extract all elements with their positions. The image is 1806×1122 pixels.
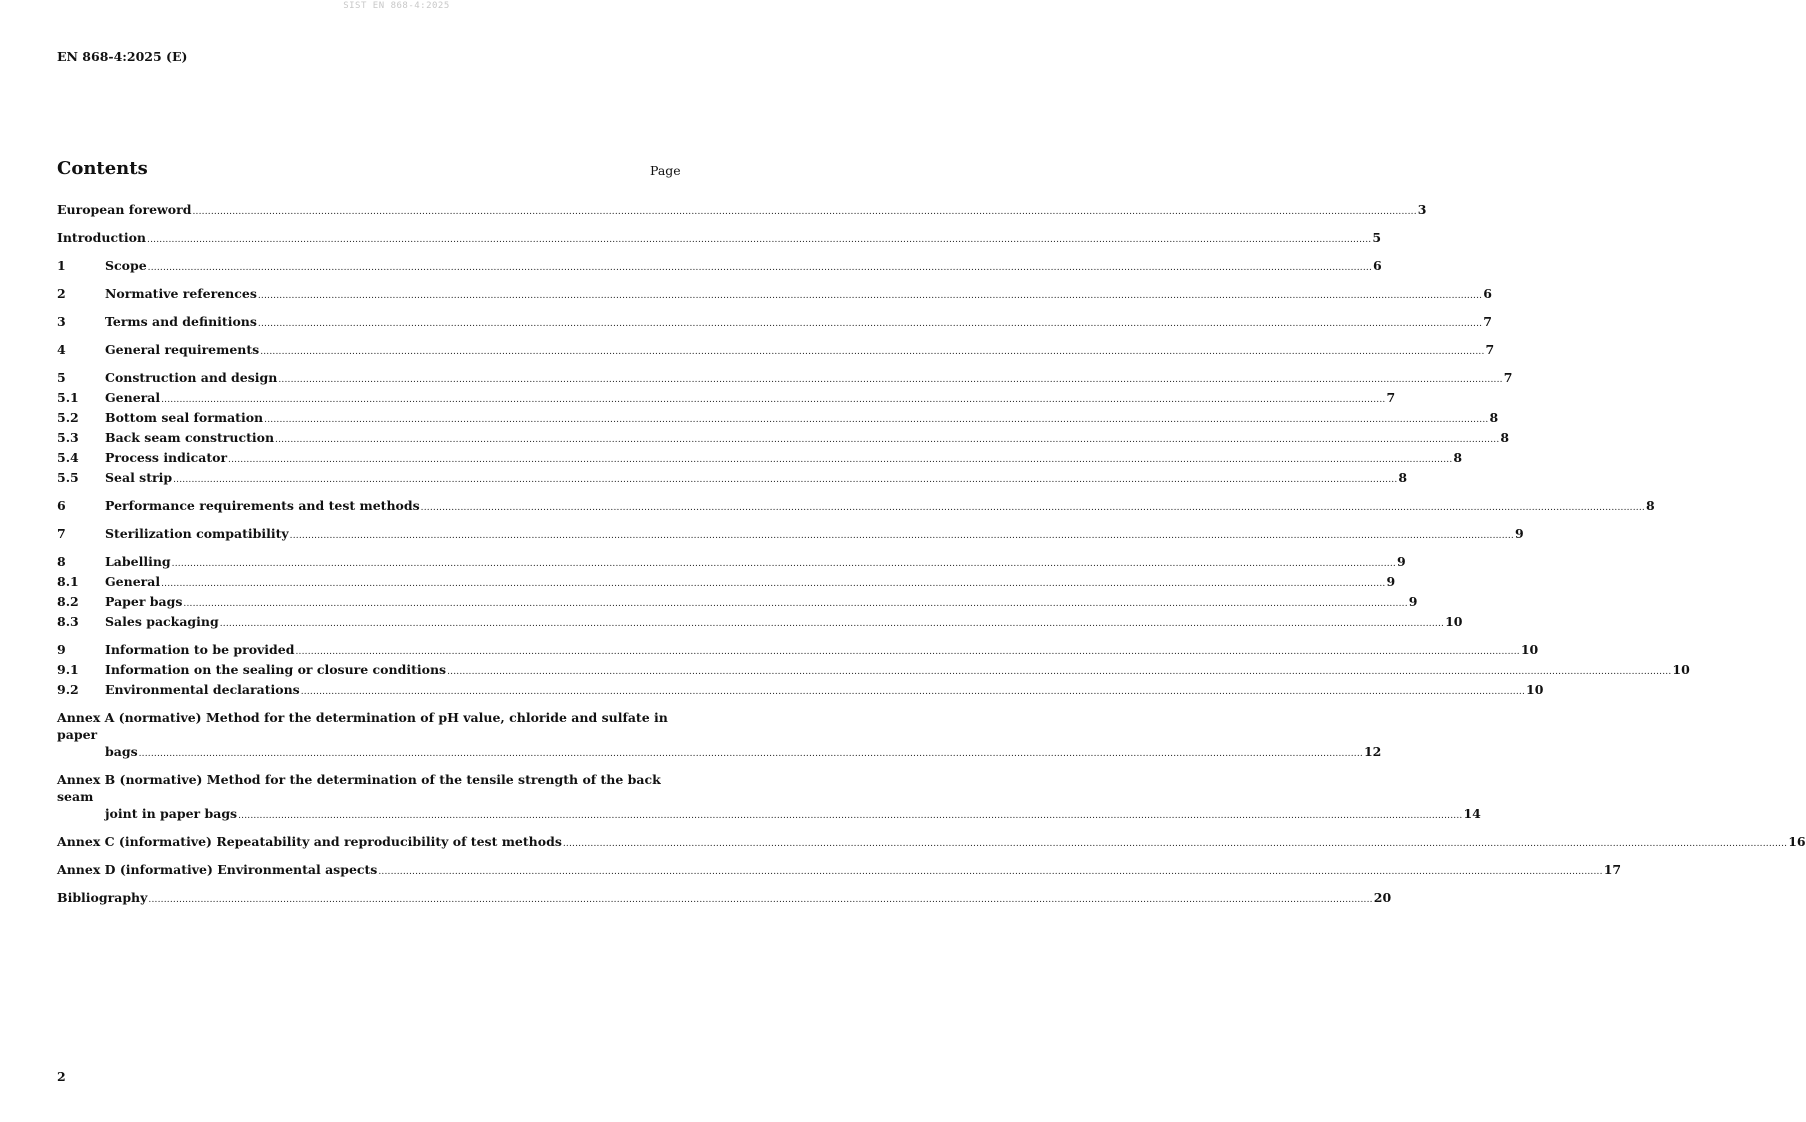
- toc-entry[interactable]: [57, 469, 1408, 489]
- dot-leader: ................................................................................................................................................................................................................................................................................................................................................................................................................: [219, 619, 1445, 629]
- toc-entry-title: Sales packaging: [105, 614, 219, 629]
- toc-entry-page: 12: [1363, 744, 1382, 759]
- toc-entry-title: Labelling: [105, 554, 171, 569]
- toc-annex-entry[interactable]: [57, 709, 1382, 763]
- toc-entry-number: 8.1: [57, 574, 79, 589]
- toc-entry-page: 17: [1603, 862, 1622, 877]
- toc-entry-title: Paper bags: [105, 594, 183, 609]
- toc-entry-number: 8.3: [57, 614, 79, 629]
- toc-entry-page: 8: [1398, 470, 1408, 485]
- dot-leader: ................................................................................................................................................................................................................................................................................................................................................................................................................: [289, 531, 1514, 541]
- toc-entry-page: 8: [1453, 450, 1463, 465]
- toc-entry-title: European foreword: [57, 202, 192, 217]
- dot-leader: ................................................................................................................................................................................................................................................................................................................................................................................................................: [183, 599, 1408, 609]
- toc-entry-page: 14: [1463, 806, 1481, 821]
- dot-leader: ................................................................................................................................................................................................................................................................................................................................................................................................................: [161, 579, 1386, 589]
- dot-leader: ................................................................................................................................................................................................................................................................................................................................................................................................................: [420, 503, 1645, 513]
- toc-entry-title: Bottom seal formation: [105, 410, 264, 425]
- dot-leader: ................................................................................................................................................................................................................................................................................................................................................................................................................: [138, 749, 1363, 759]
- toc-entry-page: 3: [1417, 202, 1427, 217]
- toc-entry-page: 10: [1520, 642, 1539, 657]
- toc-entry-number: 5.2: [57, 410, 79, 425]
- toc-entry-number: 5.4: [57, 450, 79, 465]
- toc-entry-page: 16: [1788, 834, 1806, 849]
- toc-entry[interactable]: [57, 525, 1524, 545]
- toc-entry[interactable]: [57, 661, 1690, 681]
- toc-entry-page: 8: [1646, 498, 1655, 513]
- toc-entry-page: 9: [1397, 554, 1406, 569]
- toc-entry[interactable]: [57, 641, 1539, 661]
- table-of-contents: [57, 201, 1806, 909]
- toc-entry-title: Introduction: [57, 230, 147, 245]
- toc-entry-page: 8: [1500, 430, 1510, 445]
- dot-leader: ................................................................................................................................................................................................................................................................................................................................................................................................................: [447, 667, 1672, 677]
- dot-leader: ................................................................................................................................................................................................................................................................................................................................................................................................................: [228, 455, 1453, 465]
- annex-title-continuation: [57, 805, 1481, 825]
- toc-entry-number: 8: [57, 554, 66, 569]
- toc-entry-title: Sterilization compatibility: [105, 526, 289, 541]
- toc-entry[interactable]: [57, 313, 1492, 333]
- toc-entry-page: 7: [1485, 342, 1495, 357]
- toc-annex-entry[interactable]: [57, 771, 1481, 825]
- toc-entry-number: 8.2: [57, 594, 79, 609]
- toc-entry-number: 6: [57, 498, 66, 513]
- toc-entry-number: 2: [57, 286, 66, 301]
- toc-entry[interactable]: [57, 201, 1427, 221]
- toc-entry-number: 1: [57, 258, 66, 273]
- dot-leader: ................................................................................................................................................................................................................................................................................................................................................................................................................: [147, 235, 1372, 245]
- dot-leader: ................................................................................................................................................................................................................................................................................................................................................................................................................: [295, 647, 1520, 657]
- toc-entry-title: Annex D (informative) Environmental aspects: [57, 862, 378, 877]
- dot-leader: ................................................................................................................................................................................................................................................................................................................................................................................................................: [257, 291, 1483, 301]
- toc-entry-number: 7: [57, 526, 66, 541]
- toc-entry-title: General: [105, 574, 161, 589]
- toc-entry[interactable]: [57, 257, 1382, 277]
- toc-entry[interactable]: [57, 429, 1510, 449]
- toc-entry[interactable]: [57, 497, 1655, 517]
- toc-entry-page: 10: [1445, 614, 1463, 629]
- page-number: 2: [57, 1069, 66, 1084]
- toc-entry-page: 20: [1373, 890, 1392, 905]
- toc-entry-title: Bibliography: [57, 890, 148, 905]
- page-column-label: Page: [650, 163, 681, 178]
- contents-heading: Contents: [57, 158, 148, 179]
- toc-entry[interactable]: [57, 285, 1492, 305]
- dot-leader: ................................................................................................................................................................................................................................................................................................................................................................................................................: [257, 319, 1483, 329]
- toc-entry-title: Environmental declarations: [105, 682, 300, 697]
- toc-entry-page: 9: [1515, 526, 1524, 541]
- annex-title-rest: bags: [105, 744, 138, 759]
- dot-leader: ................................................................................................................................................................................................................................................................................................................................................................................................................: [260, 347, 1485, 357]
- toc-entry-title: Process indicator: [105, 450, 228, 465]
- toc-entry[interactable]: [57, 833, 1806, 853]
- toc-entry[interactable]: [57, 553, 1406, 573]
- toc-entry-page: 9: [1408, 594, 1418, 609]
- toc-entry-number: 5: [57, 370, 66, 385]
- dot-leader: ................................................................................................................................................................................................................................................................................................................................................................................................................: [173, 475, 1398, 485]
- dot-leader: ................................................................................................................................................................................................................................................................................................................................................................................................................: [562, 839, 1788, 849]
- toc-entry[interactable]: [57, 861, 1622, 881]
- toc-entry-title: Performance requirements and test methods: [105, 498, 420, 513]
- toc-entry-number: 3: [57, 314, 66, 329]
- dot-leader: ................................................................................................................................................................................................................................................................................................................................................................................................................: [275, 435, 1500, 445]
- toc-entry[interactable]: [57, 409, 1499, 429]
- toc-entry-page: 7: [1483, 314, 1492, 329]
- dot-leader: ................................................................................................................................................................................................................................................................................................................................................................................................................: [147, 263, 1373, 273]
- toc-entry-number: 9.1: [57, 662, 79, 677]
- toc-entry-title: General requirements: [105, 342, 260, 357]
- toc-entry[interactable]: [57, 573, 1396, 593]
- toc-entry-title: Back seam construction: [105, 430, 275, 445]
- toc-entry[interactable]: [57, 889, 1392, 909]
- toc-entry-page: 10: [1672, 662, 1690, 677]
- toc-entry-title: Construction and design: [105, 370, 278, 385]
- dot-leader: ................................................................................................................................................................................................................................................................................................................................................................................................................: [192, 207, 1417, 217]
- toc-entry-title: Scope: [105, 258, 147, 273]
- toc-entry[interactable]: [57, 389, 1396, 409]
- dot-leader: ................................................................................................................................................................................................................................................................................................................................................................................................................: [161, 395, 1386, 405]
- toc-entry-page: 9: [1386, 574, 1396, 589]
- toc-entry-number: 9: [57, 642, 66, 657]
- toc-entry-page: 6: [1483, 286, 1492, 301]
- toc-entry-title: General: [105, 390, 161, 405]
- toc-entry-page: 7: [1503, 370, 1513, 385]
- toc-entry-page: 10: [1526, 682, 1544, 697]
- toc-entry-number: 5.3: [57, 430, 79, 445]
- toc-entry-page: 6: [1373, 258, 1382, 273]
- dot-leader: ................................................................................................................................................................................................................................................................................................................................................................................................................: [264, 415, 1489, 425]
- toc-entry-page: 7: [1386, 390, 1396, 405]
- toc-entry[interactable]: [57, 449, 1463, 469]
- toc-entry[interactable]: [57, 681, 1544, 701]
- annex-title-continuation: [57, 743, 1382, 763]
- toc-entry-title: Information on the sealing or closure conditions: [105, 662, 447, 677]
- dot-leader: ................................................................................................................................................................................................................................................................................................................................................................................................................: [238, 811, 1463, 821]
- toc-entry-page: 8: [1489, 410, 1499, 425]
- toc-entry[interactable]: [57, 229, 1382, 249]
- dot-leader: ................................................................................................................................................................................................................................................................................................................................................................................................................: [171, 559, 1396, 569]
- dot-leader: ................................................................................................................................................................................................................................................................................................................................................................................................................: [378, 867, 1603, 877]
- toc-entry[interactable]: [57, 341, 1495, 361]
- dot-leader: ................................................................................................................................................................................................................................................................................................................................................................................................................: [300, 687, 1526, 697]
- toc-entry-title: Annex C (informative) Repeatability and reproducibility of test methods: [57, 834, 562, 849]
- document-id: EN 868-4:2025 (E): [57, 49, 188, 64]
- toc-entry-number: 5.5: [57, 470, 79, 485]
- dot-leader: ................................................................................................................................................................................................................................................................................................................................................................................................................: [148, 895, 1373, 905]
- toc-entry-number: 9.2: [57, 682, 79, 697]
- watermark: SIST EN 868-4:2025: [343, 1, 450, 11]
- toc-entry-page: 5: [1372, 230, 1382, 245]
- toc-entry-number: 5.1: [57, 390, 79, 405]
- dot-leader: ................................................................................................................................................................................................................................................................................................................................................................................................................: [278, 375, 1503, 385]
- toc-entry[interactable]: [57, 613, 1463, 633]
- annex-title-line: Annex A (normative) Method for the determination of pH value, chloride and sulfate in paper: [57, 710, 668, 742]
- annex-title-rest: joint in paper bags: [105, 806, 238, 821]
- toc-entry-title: Information to be provided: [105, 642, 295, 657]
- toc-entry[interactable]: [57, 369, 1513, 389]
- toc-entry-number: 4: [57, 342, 66, 357]
- toc-entry[interactable]: [57, 593, 1418, 613]
- toc-entry-title: Terms and definitions: [105, 314, 257, 329]
- toc-entry-title: Seal strip: [105, 470, 173, 485]
- annex-title-line: Annex B (normative) Method for the determination of the tensile strength of the back seam: [57, 772, 661, 804]
- toc-entry-title: Normative references: [105, 286, 257, 301]
